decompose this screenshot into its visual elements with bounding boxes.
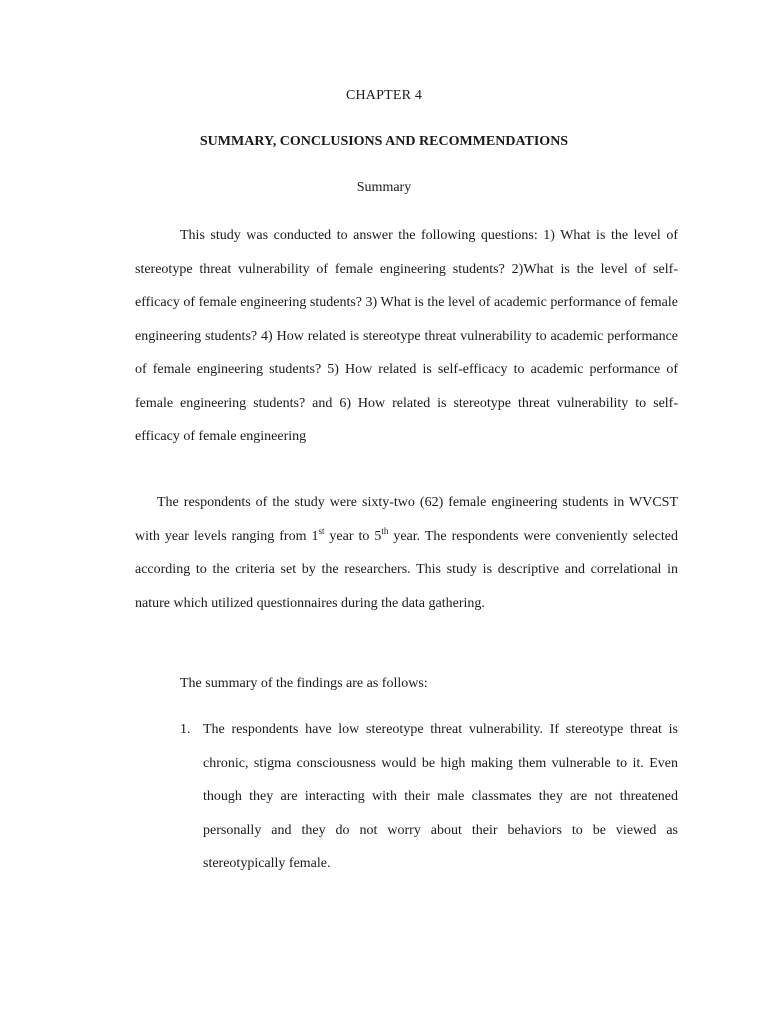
ordinal-suffix-fifth: th (381, 525, 389, 536)
finding-text: The respondents have low stereotype threat vulnerability. If stereotype threat is chronic, stigma consciousness would be high making them vulnerable to it. Even though they are interacting with their male classmates they are not threatened personally and they do not worry about their behaviors to be viewed as stereotypically female. (203, 722, 678, 871)
ordinal-suffix-first: st (318, 525, 325, 536)
finding-item (180, 713, 678, 881)
chapter-title: SUMMARY, CONCLUSIONS AND RECOMMENDATIONS (199, 134, 569, 149)
respondents-text-part1: The respondents of the study were sixty-two (62) female engineering students in WVCST with year levels ranging from 1 (135, 495, 678, 544)
respondents-paragraph (135, 486, 678, 620)
section-heading: Summary (356, 180, 412, 195)
findings-intro: The summary of the findings are as follows: (180, 676, 428, 691)
chapter-heading: CHAPTER 4 (345, 88, 423, 103)
respondents-text-part3: year. The respondents were conveniently selected according to the criteria set by the researchers. This study is descriptive and correlational in nature which utilized questionnaires during the data gathering. (135, 528, 678, 611)
finding-number: 1. (180, 722, 191, 737)
research-questions-paragraph: This study was conducted to answer the following questions: 1) What is the level of stereotype threat vulnerability of female engineering students? 2)What is the level of self-efficacy of female engineering students? 3) What is the level of academic performance of female engineering students? 4) How related is stereotype threat vulnerability to academic performance of female engineering students? 5) How related is self-efficacy to academic performance of female engineering students? and 6) How related is stereotype threat vulnerability to self-efficacy of female engineering (135, 228, 678, 444)
respondents-text-part2: year to 5 (324, 528, 382, 544)
